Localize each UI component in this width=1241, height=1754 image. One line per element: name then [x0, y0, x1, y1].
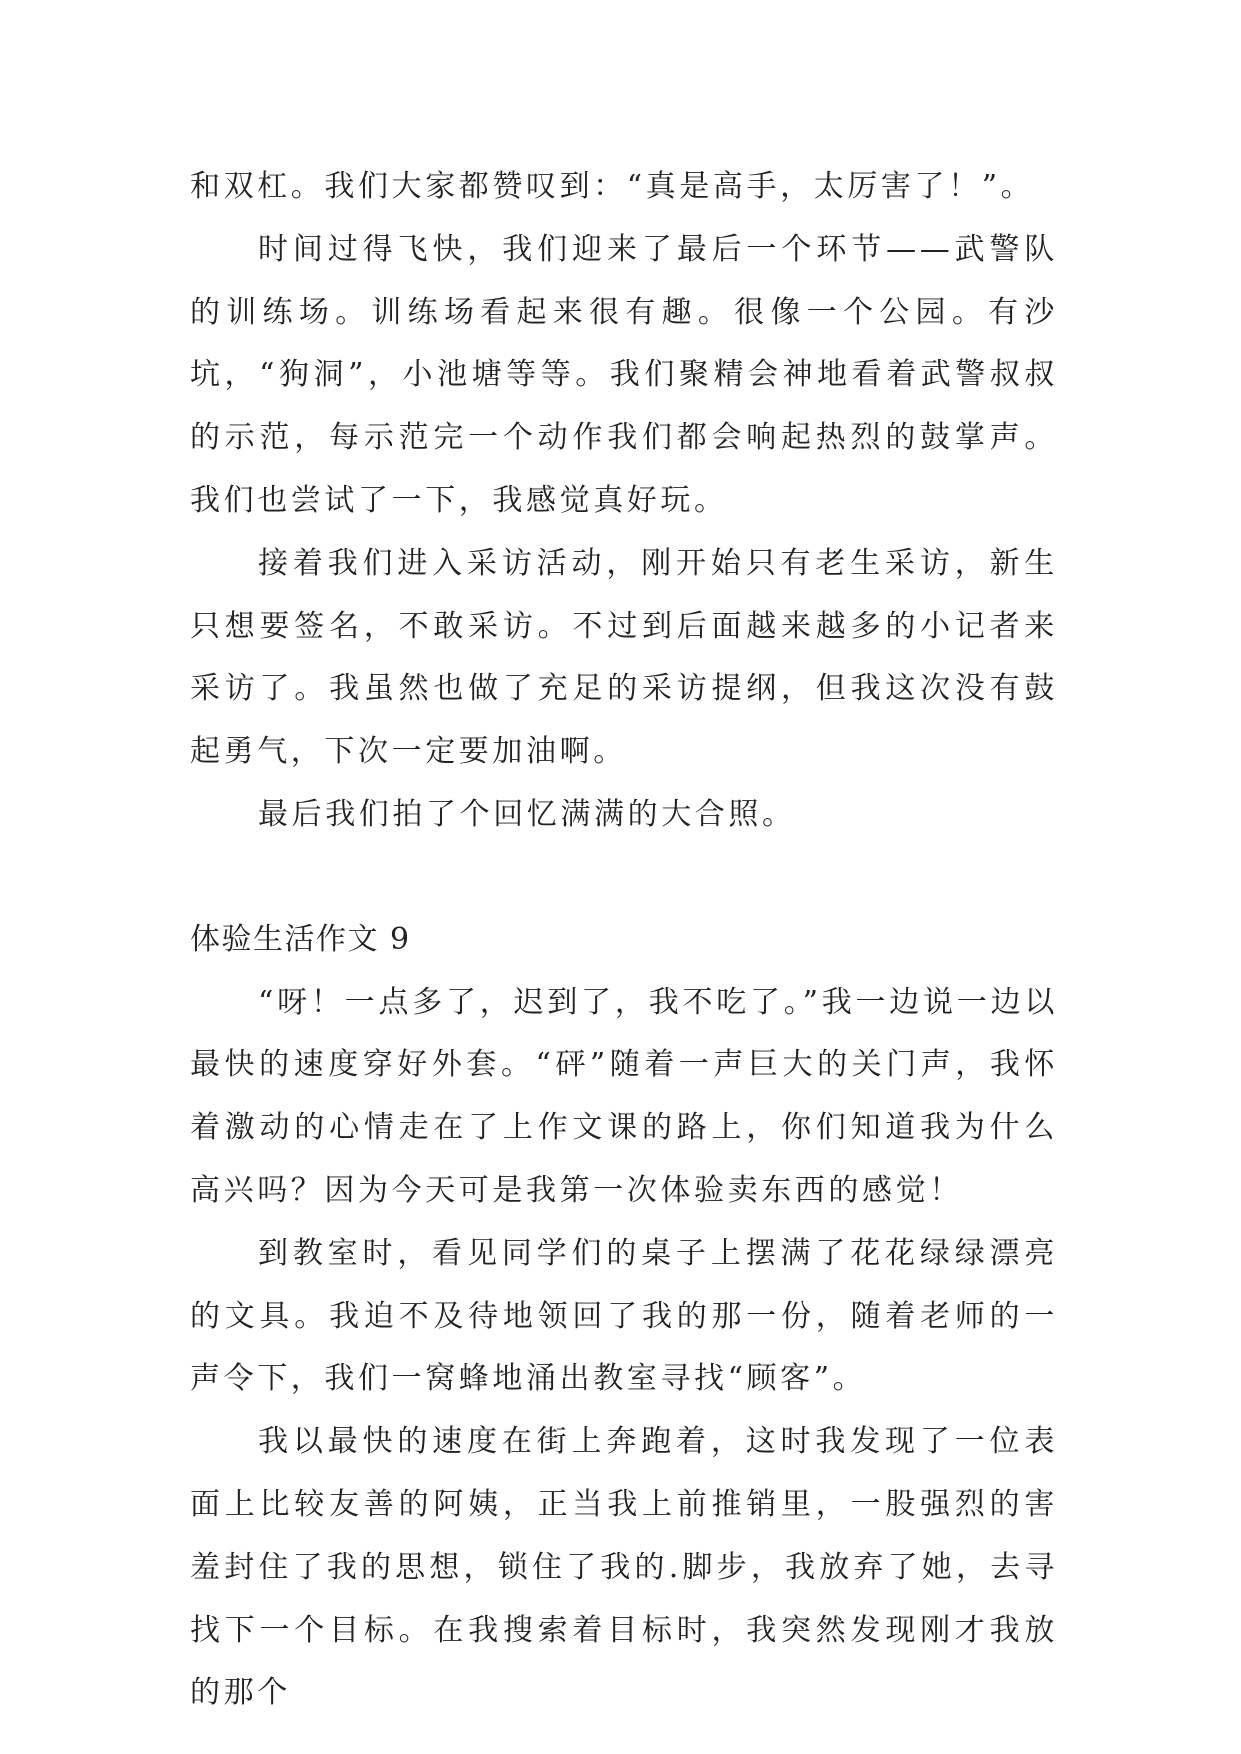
- paragraph: 最后我们拍了个回忆满满的大合照。: [258, 796, 796, 832]
- paragraph: 时间过得飞快，我们迎来了最后一个环节——武警队的训练场。训练场看起来很有趣。很像一个公园。有沙坑，“狗洞”，小池塘等等。我们聚精会神地看着武警叔叔的示范，每示范完一个动作我们都会响起热烈的鼓掌声。我们也尝试了一下，我感觉真好玩。: [190, 231, 1058, 518]
- section-title: 体验生活作文 9: [190, 921, 411, 957]
- paragraph: 我以最快的速度在街上奔跑着，这时我发现了一位表面上比较友善的阿姨，正当我上前推销里，一股强烈的害羞封住了我的思想，锁住了我的.脚步，我放弃了她，去寻找下一个目标。在我搜索着目标时，我突然发现刚才我放的那个: [190, 1424, 1058, 1711]
- paragraph: “呀！一点多了，迟到了，我不吃了。”我一边说一边以最快的速度穿好外套。“砰”随着一声巨大的关门声，我怀着激动的心情走在了上作文课的路上，你们知道我为什么高兴吗？因为今天可是我第一次体验卖东西的感觉！: [190, 984, 1058, 1208]
- document-page: [190, 156, 1058, 1725]
- paragraph: 到教室时，看见同学们的桌子上摆满了花花绿绿漂亮的文具。我迫不及待地领回了我的那一份，随着老师的一声令下，我们一窝蜂地涌出教室寻找“顾客”。: [190, 1235, 1058, 1397]
- paragraph: 和双杠。我们大家都赞叹到：“真是高手，太厉害了！”。: [190, 169, 1035, 204]
- paragraph: 接着我们进入采访活动，刚开始只有老生采访，新生只想要签名，不敢采访。不过到后面越来越多的小记者来采访了。我虽然也做了充足的采访提纲，但我这次没有鼓起勇气，下次一定要加油啊。: [190, 545, 1058, 770]
